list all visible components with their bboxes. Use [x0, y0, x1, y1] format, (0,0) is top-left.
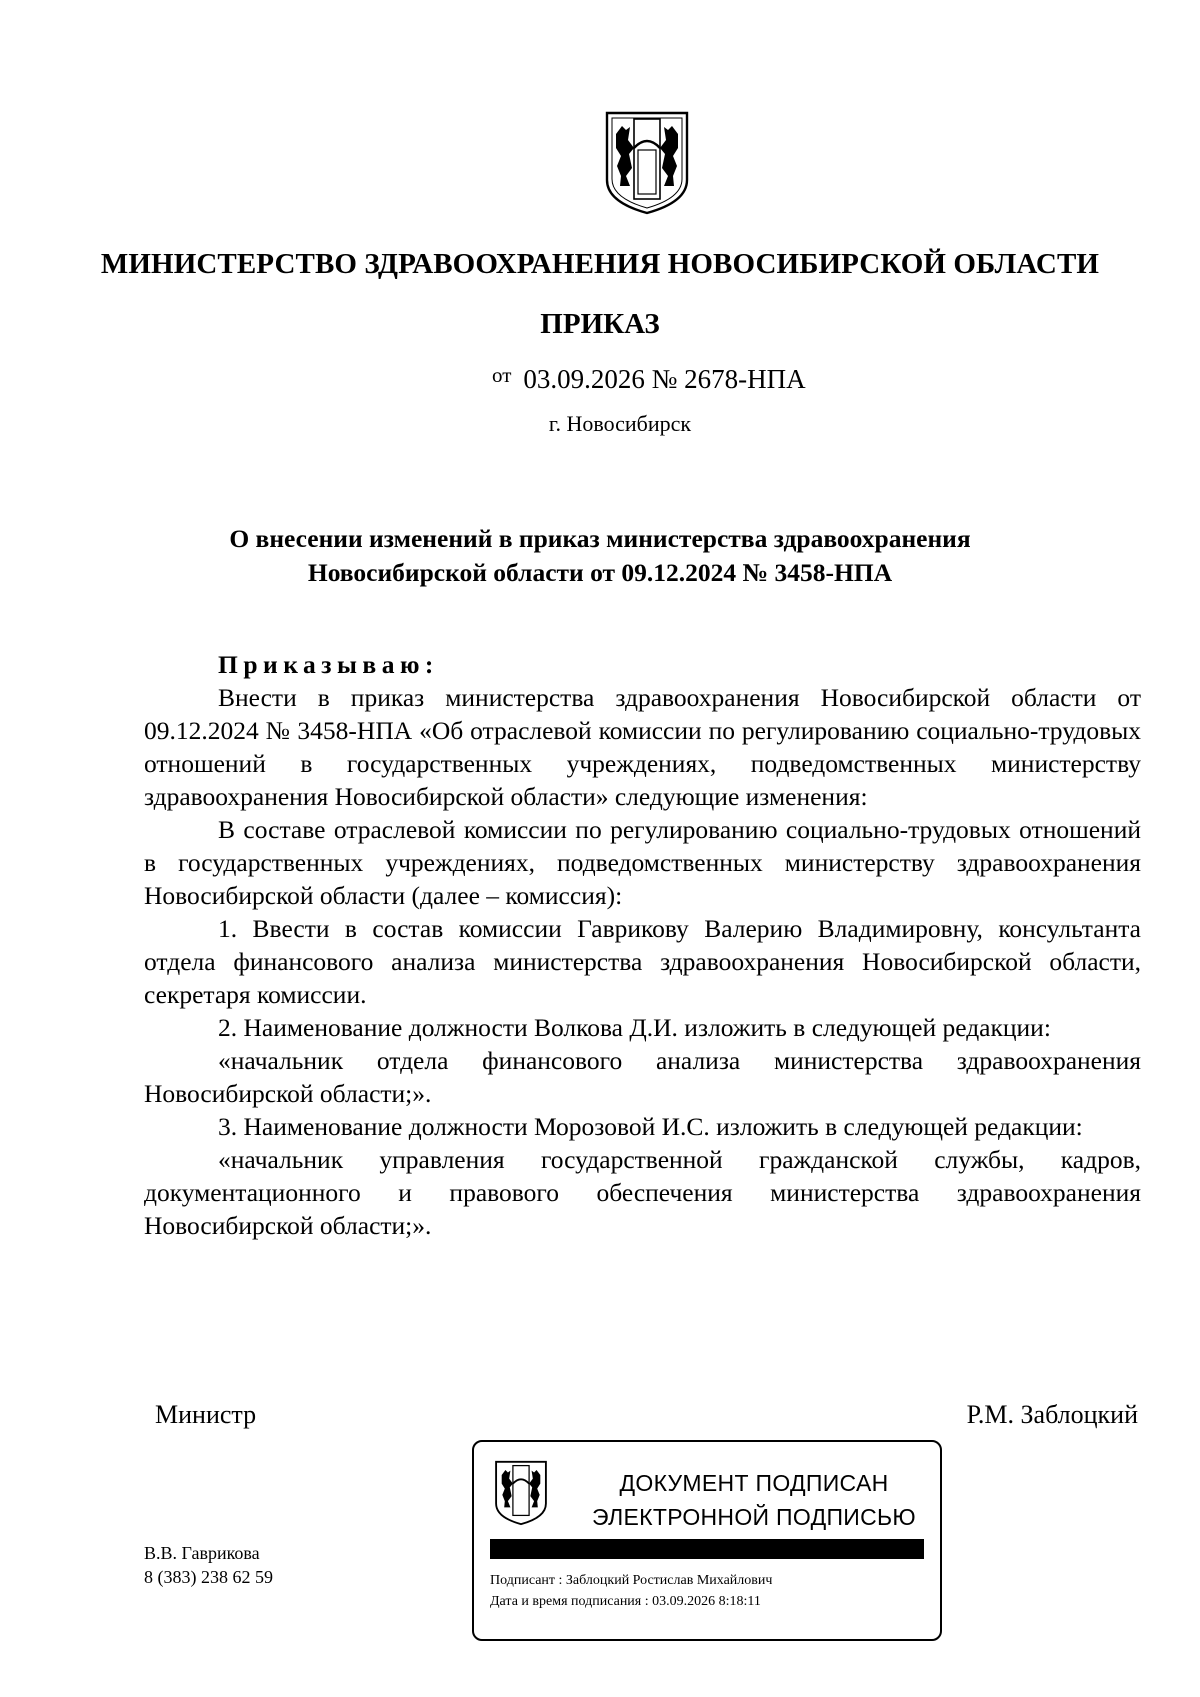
subject-line-1: О внесении изменений в приказ министерства здравоохранения — [229, 524, 971, 553]
electronic-signature-stamp — [472, 1440, 942, 1641]
signatory-position: Министр — [155, 1400, 257, 1429]
signer: Подписант : Заблоцкий Ростислав Михайлович — [490, 1573, 773, 1588]
from-label: от — [492, 363, 512, 387]
item-2: 2. Наименование должности Волкова Д.И. изложить в следующей редакции: — [218, 1013, 1051, 1042]
signing-datetime: Дата и время подписания : 03.09.2026 8:18:11 — [490, 1594, 761, 1609]
city: г. Новосибирск — [548, 411, 692, 436]
signature-details — [490, 1570, 772, 1612]
signature-stamp-title — [574, 1466, 934, 1534]
item-1: 1. Ввести в состав комиссии Гаврикову Валерию Владимировну, консультанта отдела финансового анализа министерства здравоохранения Новосибирской области, секретаря комиссии. — [144, 914, 1141, 1009]
document-type: ПРИКАЗ — [540, 308, 660, 340]
signatory-name: Р.М. Заблоцкий — [966, 1400, 1138, 1429]
order-lead: Приказываю: — [218, 650, 439, 679]
item-2-text: «начальник отдела финансового анализа министерства здравоохранения Новосибирской области;». — [144, 1046, 1141, 1108]
executor-info — [144, 1541, 273, 1589]
order-subject — [144, 522, 1056, 590]
item-3-text: «начальник управления государственной гражданской службы, кадров, документационного и правового обеспечения министерства здравоохранения Новосибирской области;». — [144, 1145, 1141, 1240]
coat-of-arms-icon — [604, 110, 690, 216]
paragraph-2: В составе отраслевой комиссии по регулированию социально-трудовых отношений в государственных учреждениях, подведомственных министерству здравоохранения Новосибирской области (далее – комиссия): — [144, 815, 1141, 910]
order-number: 03.09.2026 № 2678-НПА — [523, 364, 806, 394]
ministry-name: МИНИСТЕРСТВО ЗДРАВООХРАНЕНИЯ НОВОСИБИРСКОЙ ОБЛАСТИ — [100, 248, 1100, 280]
subject-line-2: Новосибирской области от 09.12.2024 № 3458-НПА — [307, 558, 893, 587]
order-date-number — [492, 364, 806, 395]
paragraph-1: Внести в приказ министерства здравоохранения Новосибирской области от 09.12.2024 № 3458-НПА «Об отраслевой комиссии по регулированию социально-трудовых отношений в государственных учреждениях, подведомственных министерству здравоохранения Новосибирской области» следующие изменения: — [144, 683, 1141, 811]
signature-title-line-2: ЭЛЕКТРОННОЙ ПОДПИСЬЮ — [592, 1504, 916, 1530]
executor-name: В.В. Гаврикова — [144, 1543, 260, 1563]
coat-of-arms-icon — [492, 1460, 550, 1526]
item-3: 3. Наименование должности Морозовой И.С. изложить в следующей редакции: — [218, 1112, 1083, 1141]
signature-bar — [490, 1539, 924, 1559]
executor-phone: 8 (383) 238 62 59 — [144, 1567, 273, 1587]
signature-title-line-1: ДОКУМЕНТ ПОДПИСАН — [619, 1470, 889, 1496]
order-body — [144, 648, 1141, 1242]
